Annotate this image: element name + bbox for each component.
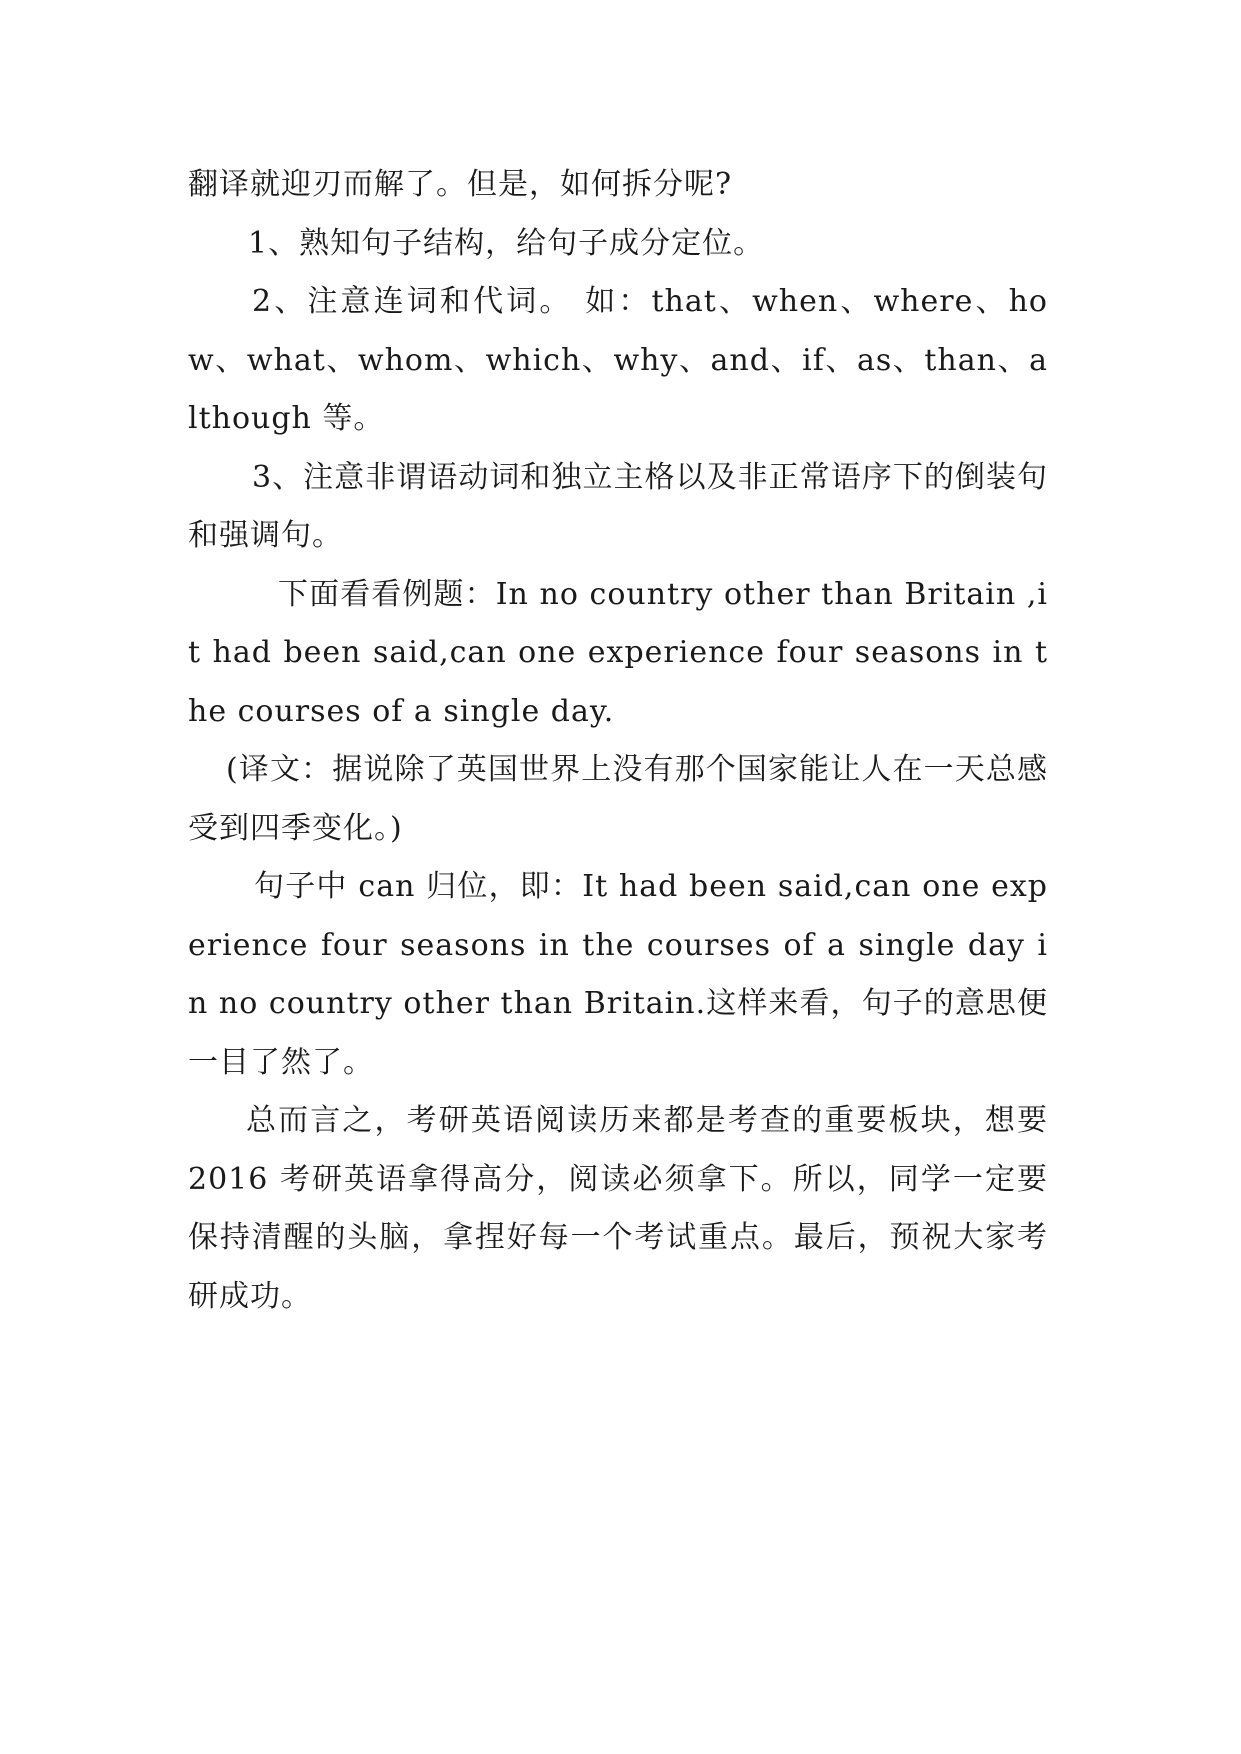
paragraph-analysis: 句子中 can 归位，即：It had been said,can one experience four seasons in the courses of a single day in no country other than Britain.这样来看，句子的意思便一目了然了。 [188, 869, 1048, 1080]
document-page [188, 156, 1048, 1326]
paragraph-translation: (译文：据说除了英国世界上没有那个国家能让人在一天总感受到四季变化。) [188, 752, 1048, 846]
paragraph-intro-end: 翻译就迎刃而解了。但是，如何拆分呢? [188, 167, 733, 202]
paragraph-conclusion: 总而言之，考研英语阅读历来都是考查的重要板块，想要 2016 考研英语拿得高分，阅读必须拿下。所以，同学一定要保持清醒的头脑，拿捏好每一个考试重点。最后，预祝大家考研成功。 [188, 1103, 1048, 1314]
paragraph-tip-2: 2、注意连词和代词。 如：that、when、where、how、what、whom、which、why、and、if、as、than、although 等。 [188, 284, 1048, 436]
paragraph-example: 下面看看例题：In no country other than Britain ,it had been said,can one experience four seasons in the courses of a single day. [188, 576, 1048, 729]
paragraph-tip-3: 3、注意非谓语动词和独立主格以及非正常语序下的倒装句和强调句。 [188, 459, 1048, 553]
paragraph-tip-1: 1、熟知句子结构，给句子成分定位。 [248, 225, 765, 261]
